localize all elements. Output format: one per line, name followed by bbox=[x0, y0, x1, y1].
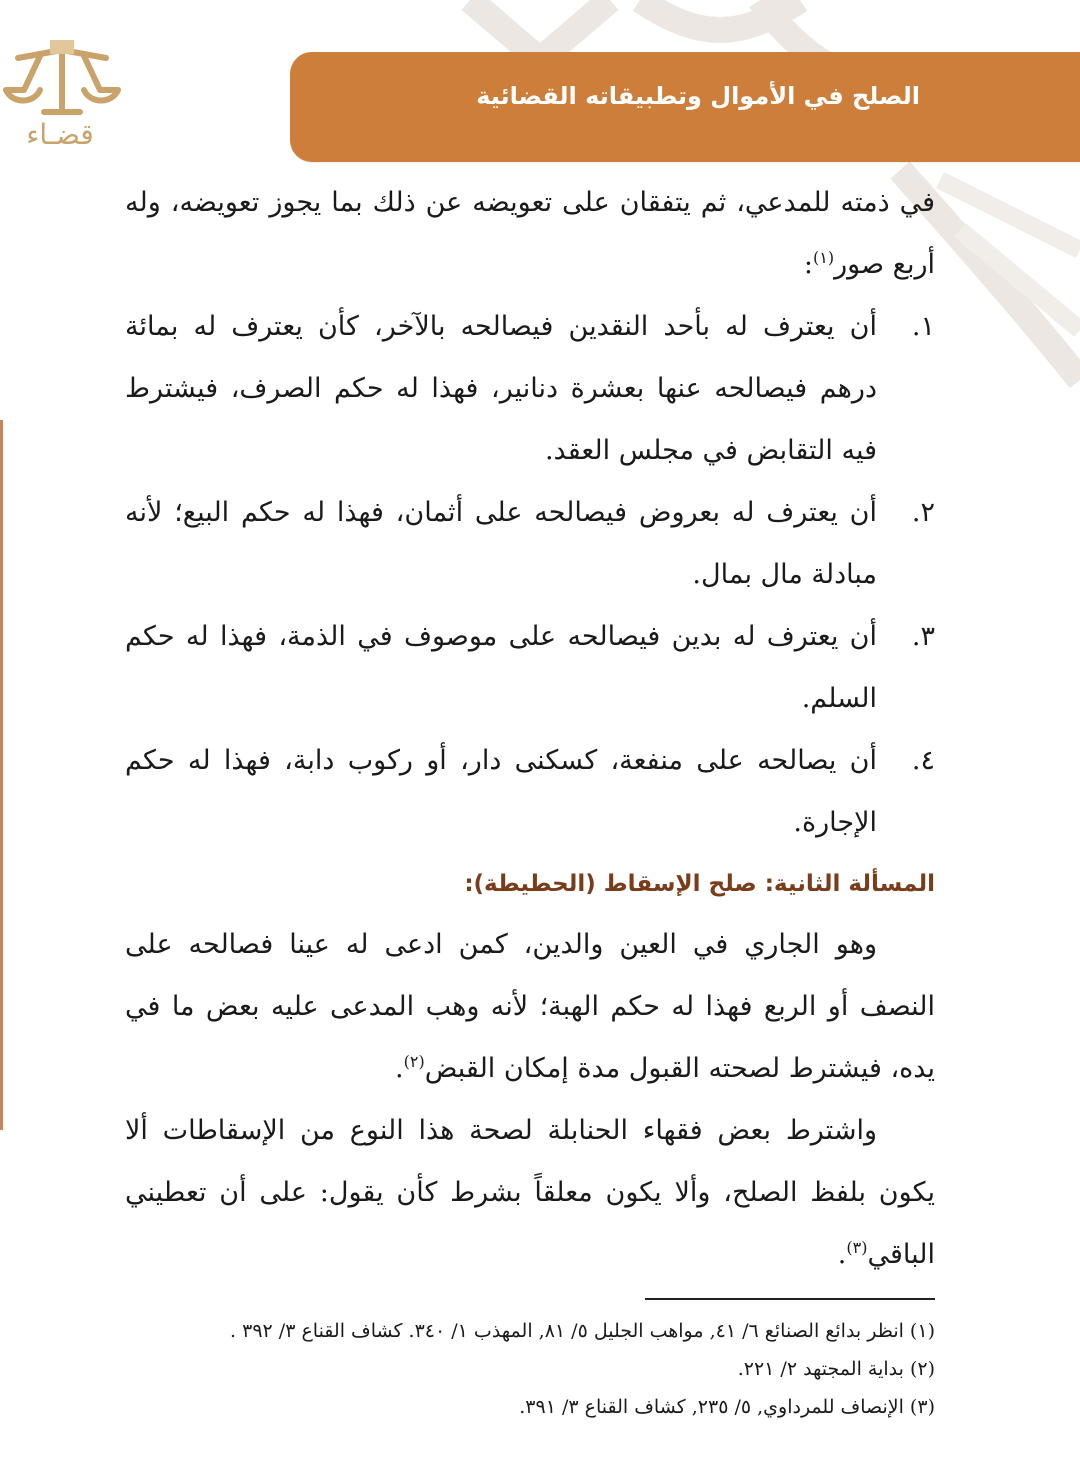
paragraph-1: وهو الجاري في العين والدين، كمن ادعى له عينا فصالحه على النصف أو الربع فهذا له حكم الهبة؛ لأنه وهب المدعى عليه بعض ما في يده، فيشترط لصحته القبول مدة إمكان القبض$^{(٢)}$. bbox=[125, 929, 935, 1084]
list-number: ٢. bbox=[911, 497, 935, 528]
list-text: أن يعترف له بعروض فيصالحه على أثمان، فهذا له حكم البيع؛ لأنه مبادلة مال بمال. bbox=[125, 497, 877, 590]
footnote-ref-1: (١) bbox=[812, 248, 835, 267]
list-item bbox=[125, 482, 935, 606]
section-heading: المسألة الثانية: صلح الإسقاط (الحطيطة): bbox=[464, 871, 935, 897]
scales-of-justice-logo-icon bbox=[0, 34, 125, 174]
list-text: أن يعترف له بدين فيصالحه على موصوف في الذمة، فهذا له حكم السلم. bbox=[125, 621, 877, 714]
page-body bbox=[125, 172, 935, 1286]
intro-paragraph: في ذمته للمدعي، ثم يتفقان على تعويضه عن ذلك بما يجوز تعويضه، وله أربع صور$^{(١)}$: bbox=[125, 187, 935, 280]
paragraph-2: واشترط بعض فقهاء الحنابلة لصحة هذا النوع من الإسقاطات ألا يكون بلفظ الصلح، وألا يكون معلقاً بشرط كأن يقول: على أن تعطيني الباقي$^{(٣)}$. bbox=[125, 1115, 935, 1270]
list-item bbox=[125, 296, 935, 482]
list-text: أن يعترف له بأحد النقدين فيصالحه بالآخر، كأن يعترف له بمائة درهم فيصالحه عنها بعشرة دنانير، فهذا له حكم الصرف، فيشترط فيه التقابض في مجلس العقد. bbox=[125, 311, 877, 466]
forms-list bbox=[125, 296, 935, 854]
list-item bbox=[125, 606, 935, 730]
footnote: (٣) الإنصاف للمرداوي, ٥/ ٢٣٥, كشاف القناع ٣/ ٣٩١. bbox=[519, 1396, 935, 1418]
list-number: ٣. bbox=[911, 621, 935, 652]
footnotes bbox=[125, 1312, 935, 1426]
list-item bbox=[125, 730, 935, 854]
left-margin-rule bbox=[0, 420, 3, 1130]
list-text: أن يصالحه على منفعة، كسكنى دار، أو ركوب دابة، فهذا له حكم الإجارة. bbox=[125, 745, 877, 838]
footnote: (٢) بداية المجتهد ٢/ ٢٢١. bbox=[737, 1358, 935, 1380]
list-number: ١. bbox=[911, 311, 935, 342]
logo-wordmark: قضـاء bbox=[26, 118, 94, 151]
footnote: (١) انظر بدائع الصنائع ٦/ ٤١, مواهب الجليل ٥/ ٨١, المهذب ١/ ٣٤٠. كشاف القناع ٣/ ٣٩٢ . bbox=[230, 1320, 935, 1342]
list-number: ٤. bbox=[911, 745, 935, 776]
running-header-title: الصلح في الأموال وتطبيقاته القضائية bbox=[476, 82, 920, 110]
footnote-ref-3: (٣) bbox=[846, 1238, 868, 1257]
footnote-divider bbox=[645, 1298, 935, 1300]
footnote-ref-2: (٢) bbox=[403, 1052, 425, 1071]
